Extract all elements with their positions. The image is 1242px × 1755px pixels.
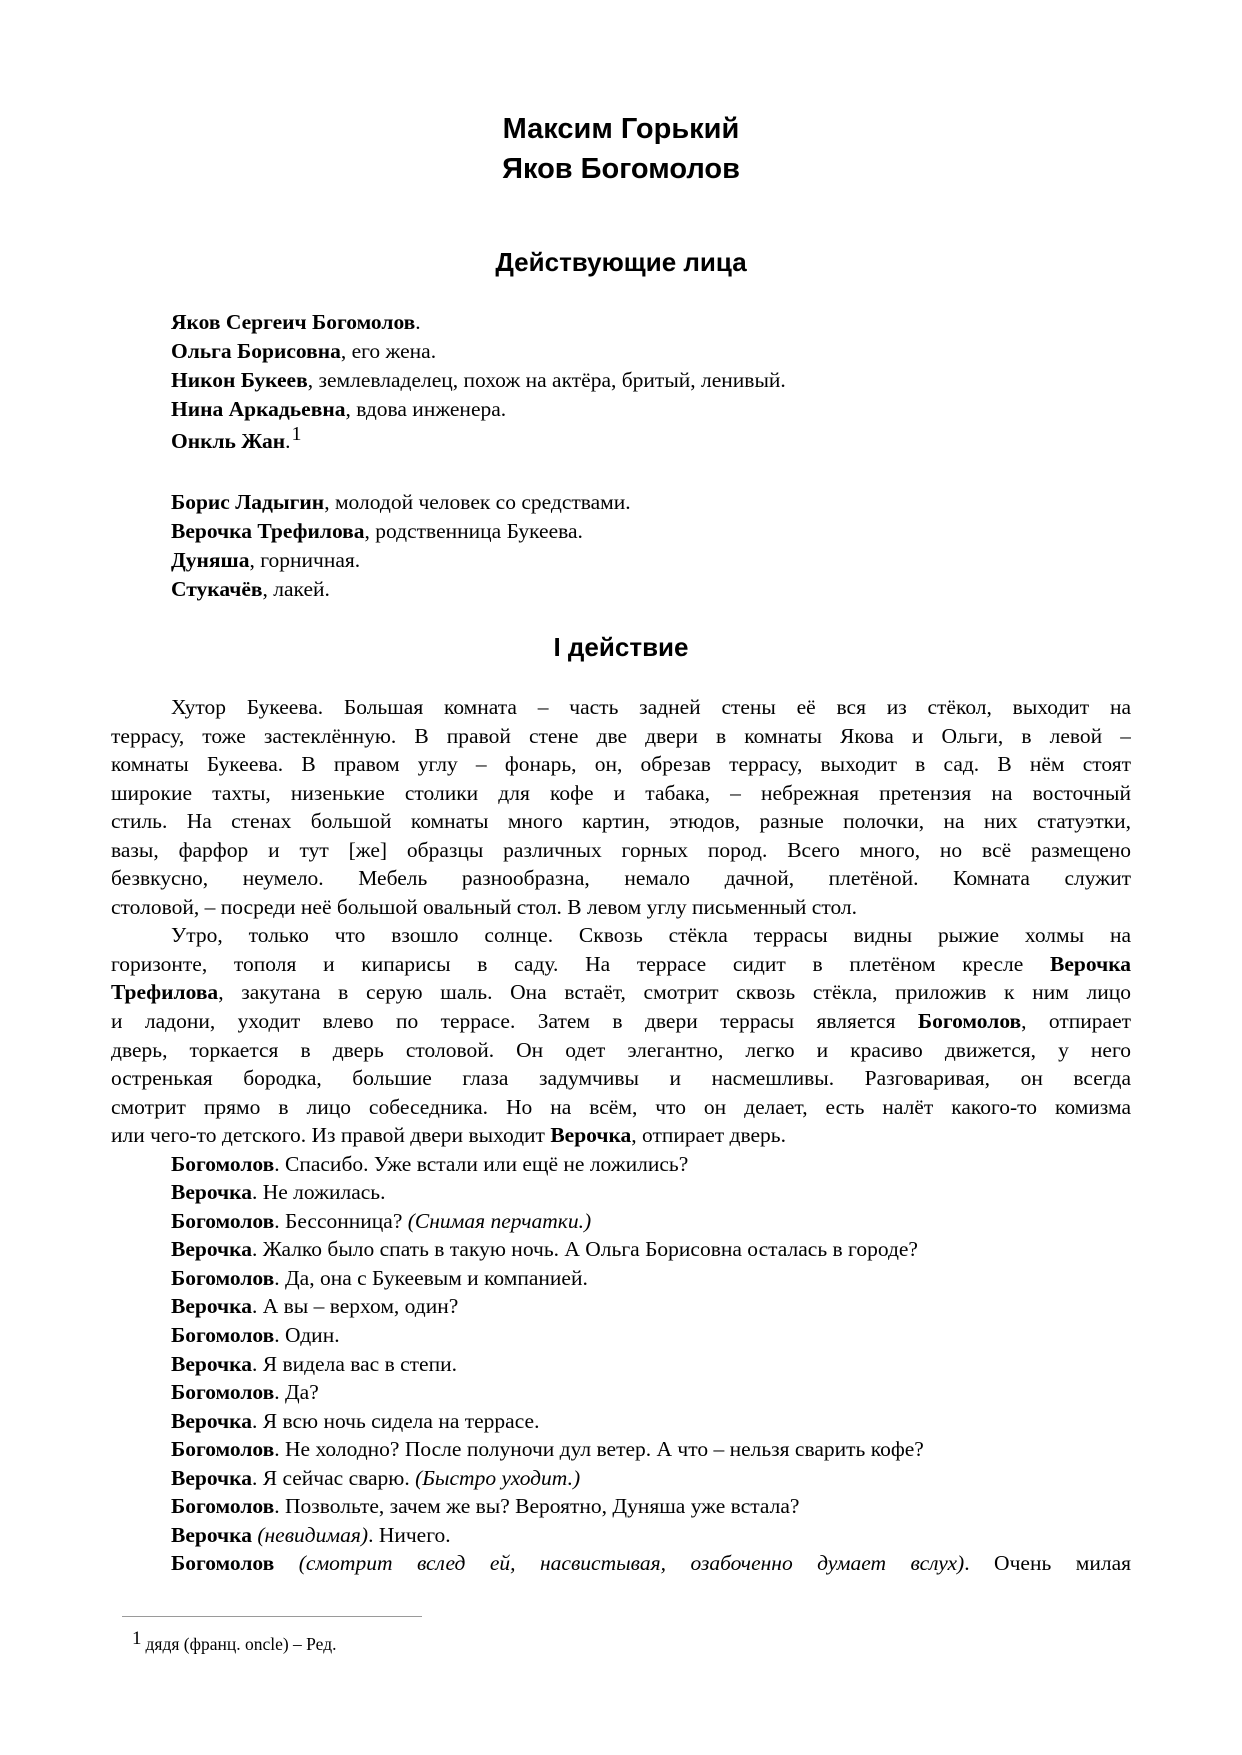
author-name: Максим Горький xyxy=(502,113,740,145)
dialogue-line: Верочка. Я видела вас в степи. xyxy=(171,1351,457,1376)
cast-item: Никон Букеев, землевладелец, похож на актёра, бритый, ленивый. xyxy=(171,368,786,392)
act-heading: I действие xyxy=(553,632,689,662)
text-line: Трефилова, закутана в серую шаль. Она встаёт, смотрит сквозь стёкла, приложив к ним лицо xyxy=(111,980,1131,1005)
play-text xyxy=(111,693,1131,1578)
cast-item: Борис Ладыгин, молодой человек со средствами. xyxy=(171,490,631,514)
footnote xyxy=(132,1628,337,1657)
cast-list xyxy=(171,308,1171,456)
cast-item: Нина Аркадьевна, вдова инженера. xyxy=(171,397,507,421)
cast-item: Дуняша, горничная. xyxy=(171,548,361,572)
footnote-divider xyxy=(122,1616,422,1617)
cast-item: Верочка Трефилова, родственница Букеева. xyxy=(171,519,583,543)
cast-item: Онкль Жан.1 xyxy=(171,423,302,453)
text-line: комнаты Букеева. В правом углу – фонарь, он, обрезав террасу, выходит в сад. В нём стоят xyxy=(111,752,1131,777)
dialogue-line: Верочка. А вы – верхом, один? xyxy=(171,1294,459,1319)
footnote-text: дядя (франц. oncle) – Ред. xyxy=(145,1634,337,1654)
dialogue-line: Богомолов. Да, она с Букеевым и компанией. xyxy=(171,1265,588,1290)
cast-heading: Действующие лица xyxy=(495,247,747,277)
text-line: смотрит прямо в лицо собеседника. Но на всём, что он делает, есть налёт какого-то комизма xyxy=(111,1094,1131,1119)
dialogue-line: Верочка (невидимая). Ничего. xyxy=(171,1522,451,1547)
dialogue-line: Верочка. Жалко было спать в такую ночь. А Ольга Борисовна осталась в городе? xyxy=(171,1237,918,1262)
dialogue-line: Богомолов. Да? xyxy=(171,1380,319,1405)
cast-list-secondary xyxy=(171,488,1171,604)
text-line: остренькая бородка, большие глаза задумчивы и насмешливы. Разговаривая, он всегда xyxy=(111,1066,1131,1091)
text-line: безвкусно, неумело. Мебель разнообразна, немало дачной, плетёной. Комната служит xyxy=(111,866,1131,891)
text-line: горизонте, тополя и кипарисы в саду. На террасе сидит в плетёном кресле Верочка xyxy=(111,951,1131,976)
text-line: стиль. На стенах большой комнаты много картин, этюдов, разные полочки, на них статуэтки, xyxy=(111,809,1131,834)
dialogue-line: Богомолов. Спасибо. Уже встали или ещё не ложились? xyxy=(171,1151,689,1176)
dialogue-line: Богомолов. Не холодно? После полуночи дул ветер. А что – нельзя сварить кофе? xyxy=(171,1437,924,1462)
play-title: Яков Богомолов xyxy=(502,153,740,185)
text-line: дверь, торкается в дверь столовой. Он одет элегантно, легко и красиво движется, у него xyxy=(111,1037,1131,1062)
text-line: или чего-то детского. Из правой двери выходит Верочка, отпирает дверь. xyxy=(111,1123,786,1148)
dialogue-line: Верочка. Я сейчас сварю. (Быстро уходит.) xyxy=(171,1465,581,1490)
footnote-number: 1 xyxy=(132,1628,142,1649)
dialogue-line: Верочка. Я всю ночь сидела на террасе. xyxy=(171,1408,540,1433)
cast-item: Ольга Борисовна, его жена. xyxy=(171,339,437,363)
dialogue-line: Верочка. Не ложилась. xyxy=(171,1180,386,1205)
text-line: столовой, – посреди неё большой овальный стол. В левом углу письменный стол. xyxy=(111,894,858,919)
cast-item: Стукачёв, лакей. xyxy=(171,577,330,601)
text-line: Утро, только что взошло солнце. Сквозь стёкла террасы видны рыжие холмы на xyxy=(171,923,1131,948)
text-line: вазы, фарфор и тут [же] образцы различных горных пород. Всего много, но всё размещено xyxy=(111,837,1131,862)
dialogue-line: Богомолов (смотрит вслед ей, насвистывая, озабоченно думает вслух). Очень милая xyxy=(171,1551,1131,1576)
dialogue-line: Богомолов. Бессонница? (Снимая перчатки.) xyxy=(171,1208,592,1233)
text-line: Хутор Букеева. Большая комната – часть задней стены её вся из стёкол, выходит на xyxy=(171,695,1131,719)
dialogue-line: Богомолов. Позвольте, зачем же вы? Вероятно, Дуняша уже встала? xyxy=(171,1494,800,1519)
text-line: широкие тахты, низенькие столики для кофе и табака, – небрежная претензия на восточный xyxy=(111,780,1131,805)
dialogue-line: Богомолов. Один. xyxy=(171,1323,340,1348)
cast-item: Яков Сергеич Богомолов. xyxy=(171,310,421,334)
footnote-ref: 1 xyxy=(291,423,302,445)
text-line: и ладони, уходит влево по террасе. Затем в двери террасы является Богомолов, отпирает xyxy=(111,1009,1131,1034)
text-line: террасу, тоже застеклённую. В правой стене две двери в комнаты Якова и Ольги, в левой – xyxy=(111,723,1131,748)
